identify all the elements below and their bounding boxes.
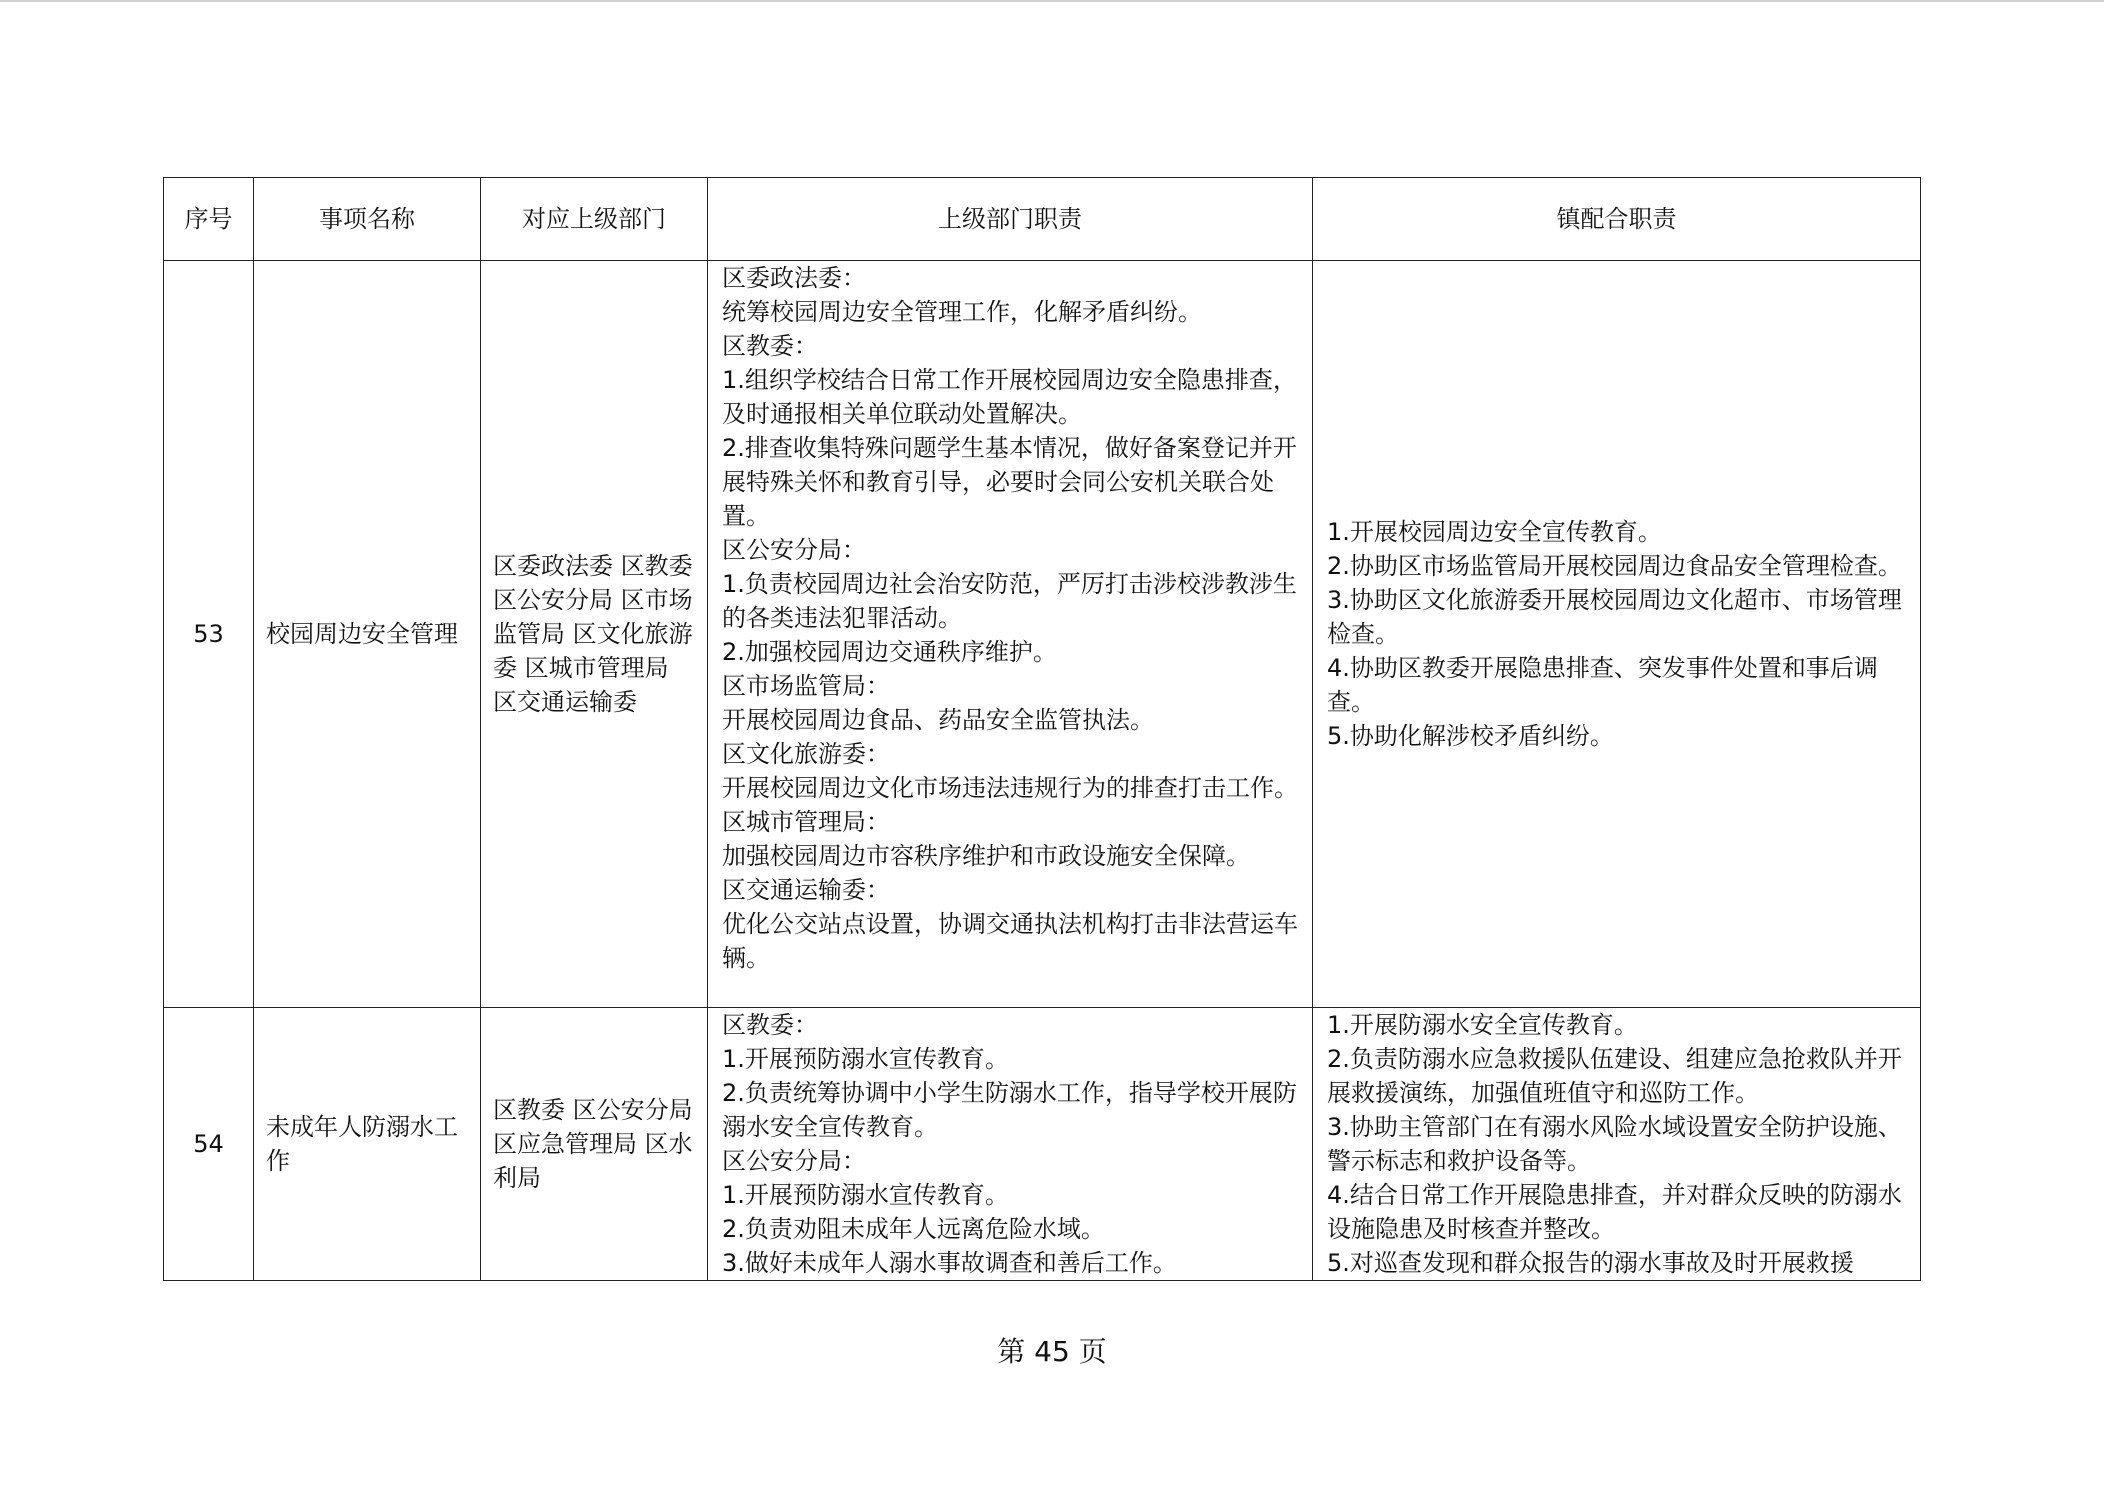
- duty-line: 3.做好未成年人溺水事故调查和善后工作。: [722, 1249, 1177, 1277]
- duty-line: 1.开展防溺水安全宣传教育。: [1327, 1011, 1638, 1039]
- table-header-row: [164, 178, 1921, 261]
- row-number: 54: [164, 1008, 254, 1281]
- duty-line: 区市场监管局：: [722, 672, 890, 700]
- page-number: 第 45 页: [997, 1335, 1107, 1368]
- duty-line: 开展校园周边文化市场违法违规行为的排查打击工作。: [722, 774, 1298, 802]
- header-number: 序号: [164, 178, 254, 261]
- row-department-duties: [708, 1008, 1313, 1281]
- header-department-duties: 上级部门职责: [708, 178, 1313, 261]
- row-department-duties: [708, 261, 1313, 1008]
- duty-line: 2.负责统筹协调中小学生防溺水工作，指导学校开展防溺水安全宣传教育。: [722, 1079, 1297, 1141]
- table-row: [164, 261, 1921, 1008]
- duty-line: 统筹校园周边安全管理工作，化解矛盾纠纷。: [722, 298, 1202, 326]
- duty-list: [722, 1008, 1300, 1280]
- row-item-name: 未成年人防溺水工作: [254, 1008, 481, 1281]
- duty-line: 2.协助区市场监管局开展校园周边食品安全管理检查。: [1327, 552, 1902, 580]
- row-town-duties: [1313, 261, 1921, 1008]
- duty-line: 2.负责劝阻未成年人远离危险水域。: [722, 1215, 1105, 1243]
- duty-line: 区教委：: [722, 332, 818, 360]
- duty-line: 5.协助化解涉校矛盾纠纷。: [1327, 722, 1614, 750]
- duty-line: 区公安分局：: [722, 536, 866, 564]
- duty-line: 1.开展预防溺水宣传教育。: [722, 1181, 1009, 1209]
- table-row: [164, 1008, 1921, 1281]
- duty-line: 1.开展校园周边安全宣传教育。: [1327, 518, 1662, 546]
- row-departments: 区委政法委 区教委 区公安分局 区市场监管局 区文化旅游委 区城市管理局 区交通运输委: [481, 261, 708, 1008]
- duty-line: 4.结合日常工作开展隐患排查，并对群众反映的防溺水设施隐患及时核查并整改。: [1327, 1181, 1902, 1243]
- duty-line: 优化公交站点设置，协调交通执法机构打击非法营运车辆。: [722, 910, 1298, 972]
- town-duty-list: [1327, 1008, 1902, 1280]
- duty-line: 区委政法委：: [722, 264, 866, 292]
- duty-line: 4.协助区教委开展隐患排查、突发事件处置和事后调查。: [1327, 654, 1878, 716]
- duty-line: 3.协助主管部门在有溺水风险水域设置安全防护设施、警示标志和救护设备等。: [1327, 1113, 1902, 1175]
- duty-line: 1.开展预防溺水宣传教育。: [722, 1045, 1009, 1073]
- duty-line: 1.组织学校结合日常工作开展校园周边安全隐患排查，及时通报相关单位联动处置解决。: [722, 366, 1297, 428]
- duty-line: 2.加强校园周边交通秩序维护。: [722, 638, 1057, 666]
- duty-line: 2.负责防溺水应急救援队伍建设、组建应急抢救队并开展救援演练，加强值班值守和巡防工作。: [1327, 1045, 1902, 1107]
- top-rule: [0, 0, 2104, 2]
- duty-list: [722, 261, 1300, 975]
- duty-line: 区城市管理局：: [722, 808, 890, 836]
- header-departments: 对应上级部门: [481, 178, 708, 261]
- duty-line: 5.对巡查发现和群众报告的溺水事故及时开展救援: [1327, 1249, 1854, 1277]
- duty-line: 区文化旅游委：: [722, 740, 890, 768]
- duty-line: 3.协助区文化旅游委开展校园周边文化超市、市场管理检查。: [1327, 586, 1902, 648]
- row-departments: 区教委 区公安分局 区应急管理局 区水利局: [481, 1008, 708, 1281]
- duty-line: 加强校园周边市容秩序维护和市政设施安全保障。: [722, 842, 1250, 870]
- duty-line: 开展校园周边食品、药品安全监管执法。: [722, 706, 1154, 734]
- duty-line: 区教委：: [722, 1011, 818, 1039]
- duty-line: 区公安分局：: [722, 1147, 866, 1175]
- row-item-name: 校园周边安全管理: [254, 261, 481, 1008]
- duty-line: 区交通运输委：: [722, 876, 890, 904]
- responsibility-table: [163, 177, 1921, 1281]
- duty-line: 2.排查收集特殊问题学生基本情况，做好备案登记并开展特殊关怀和教育引导，必要时会同公安机关联合处置。: [722, 434, 1297, 530]
- row-number: 53: [164, 261, 254, 1008]
- duty-line: 1.负责校园周边社会治安防范，严厉打击涉校涉教涉生的各类违法犯罪活动。: [722, 570, 1297, 632]
- header-item-name: 事项名称: [254, 178, 481, 261]
- header-town-duties: 镇配合职责: [1313, 178, 1921, 261]
- row-town-duties: [1313, 1008, 1921, 1281]
- town-duty-list: [1327, 515, 1902, 753]
